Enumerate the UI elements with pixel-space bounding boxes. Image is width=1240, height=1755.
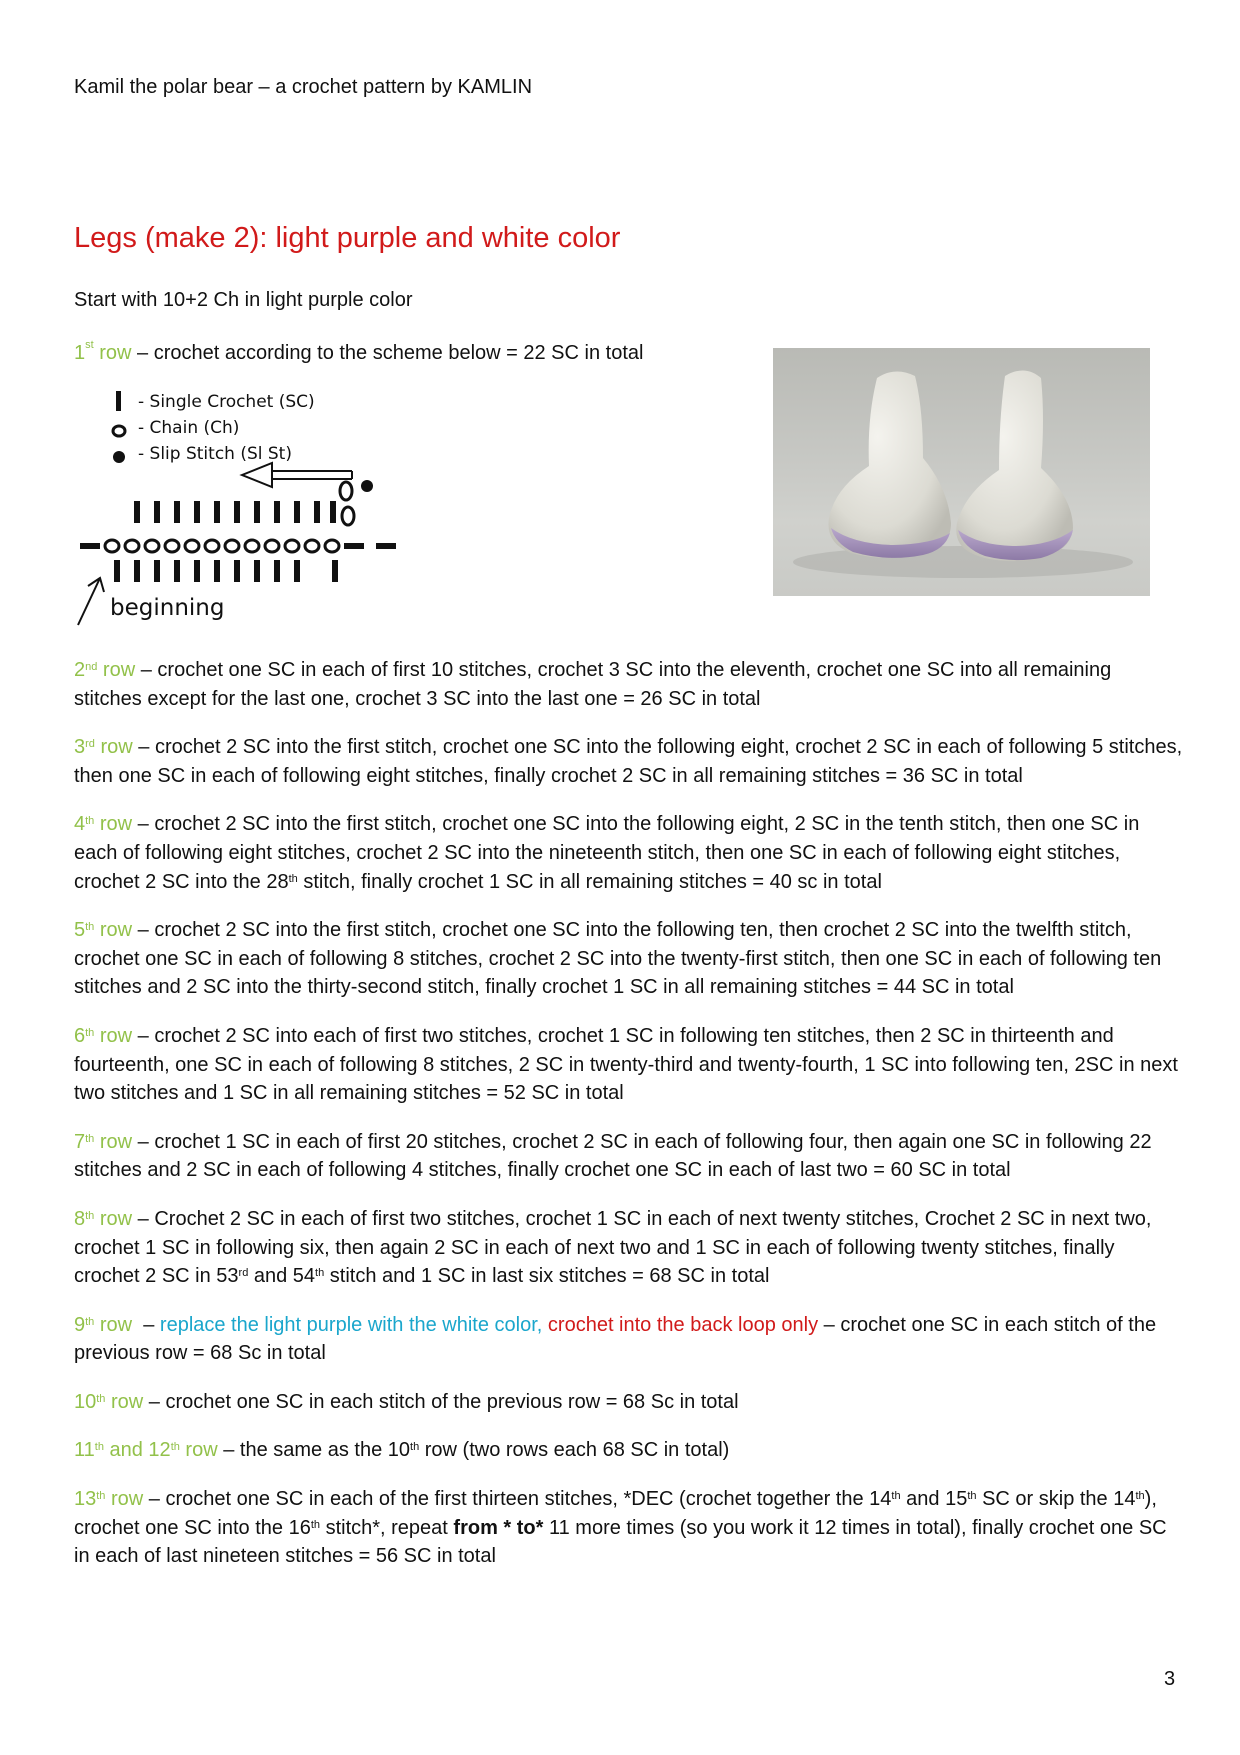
chain-stitch-icon: [340, 482, 352, 500]
row-1-label: 1st row: [74, 339, 132, 364]
section-title: Legs (make 2): light purple and white color: [74, 222, 621, 254]
row-7: 7th row – crochet 1 SC in each of first 20 stitches, crochet 2 SC in each of following four, then again one SC in following 22 stitches and 2 SC in each of following 4 stitches, finally crochet one SC in each of last two = 60 SC in total: [74, 1130, 1152, 1182]
intro-text: Start with 10+2 Ch in light purple color: [74, 289, 413, 311]
pattern-rows: [74, 656, 1184, 1591]
row-5: 5th row – crochet 2 SC into the first stitch, crochet one SC into the following ten, then crochet 2 SC into the twelfth stitch, crochet one SC in each of following 8 stitches, crochet 2 SC into the twenty-first stitch, then one SC in each of following ten stitches and 2 SC into the thirty-second stitch, finally crochet 1 SC in all remaining stitches = 44 SC in total: [74, 919, 1162, 999]
beginning-arrow-icon: [78, 578, 104, 625]
row-9: 9th row – replace the light purple with the white color, crochet into the back loop only – crochet one SC in each stitch of the previous row = 68 Sc in total: [74, 1313, 1157, 1365]
row-8: 8th row – Crochet 2 SC in each of first two stitches, crochet 1 SC in each of next twenty stitches, Crochet 2 SC in next two, crochet 1 SC in following six, then again 2 SC in each of next two and 1 SC in each of following twenty stitches, finally crochet 2 SC in 53rd and 54th stitch and 1 SC in last six stitches = 68 SC in total: [74, 1207, 1152, 1288]
sc-symbol-icon: [116, 391, 121, 411]
page-header: Kamil the polar bear – a crochet pattern by KAMLIN: [74, 76, 533, 98]
row-6: 6th row – crochet 2 SC into each of first two stitches, crochet 1 SC in following ten stitches, then 2 SC in thirteenth and fourteenth, one SC in each of following 8 stitches, 2 SC in twenty-third and twenty-fourth, 1 SC into following ten, 2SC in next two stitches and 1 SC in all remaining stitches = 52 SC in total: [74, 1024, 1178, 1105]
row-13: 13th row – crochet one SC in each of the first thirteen stitches, *DEC (crochet together the 14th and 15th SC or skip the 14th), crochet one SC into the 16th stitch*, repeat from * to* 11 more times (so you work it 12 times in total), finally crochet one SC in each of last nineteen stitches = 56 SC in total: [74, 1488, 1167, 1568]
top-sc-row: [134, 501, 336, 523]
row-4: 4th row – crochet 2 SC into the first stitch, crochet one SC into the following eight, 2 SC in the tenth stitch, then one SC in each of following eight stitches, crochet 2 SC into the nineteenth stitch, then one SC in each of following eight stitches, crochet 2 SC into the 28th stitch, finally crochet 1 SC in all remaining stitches = 40 sc in total: [74, 813, 1140, 893]
legend-slst-label: - Slip Stitch (Sl St): [138, 444, 292, 464]
chain-symbol-icon: [113, 426, 125, 436]
row-3: 3rd row – crochet 2 SC into the first stitch, crochet one SC into the following eight, crochet 2 SC in each of following 5 stitches, then one SC in each of following eight stitches, finally crochet 2 SC in all remaining stitches = 36 SC in total: [74, 736, 1183, 787]
crochet-scheme-diagram: [74, 388, 404, 628]
legs-photo: [773, 348, 1150, 596]
row-1: 1st row – crochet according to the scheme below = 22 SC in total: [74, 339, 644, 364]
row-10: 10th row – crochet one SC in each stitch of the previous row = 68 Sc in total: [74, 1390, 739, 1413]
bottom-sc-row: [114, 560, 338, 582]
arrow-left-icon: [242, 463, 352, 487]
beginning-label: beginning: [110, 595, 225, 621]
slip-stitch-icon: [361, 480, 373, 492]
crocheted-legs-image: [773, 348, 1150, 596]
foundation-chain-row: [80, 540, 396, 552]
legend-ch-label: - Chain (Ch): [138, 418, 240, 438]
page-number: 3: [1164, 1668, 1176, 1690]
turning-chain-icon: [342, 507, 354, 525]
row-11-12: 11th and 12th row – the same as the 10th row (two rows each 68 SC in total): [74, 1439, 730, 1462]
legend-sc-label: - Single Crochet (SC): [138, 392, 315, 412]
slip-stitch-symbol-icon: [113, 451, 125, 463]
row-2: 2nd row – crochet one SC in each of first 10 stitches, crochet 3 SC into the eleventh, crochet one SC into all remaining stitches except for the last one, crochet 3 SC into the last one = 26 SC in total: [74, 659, 1112, 710]
